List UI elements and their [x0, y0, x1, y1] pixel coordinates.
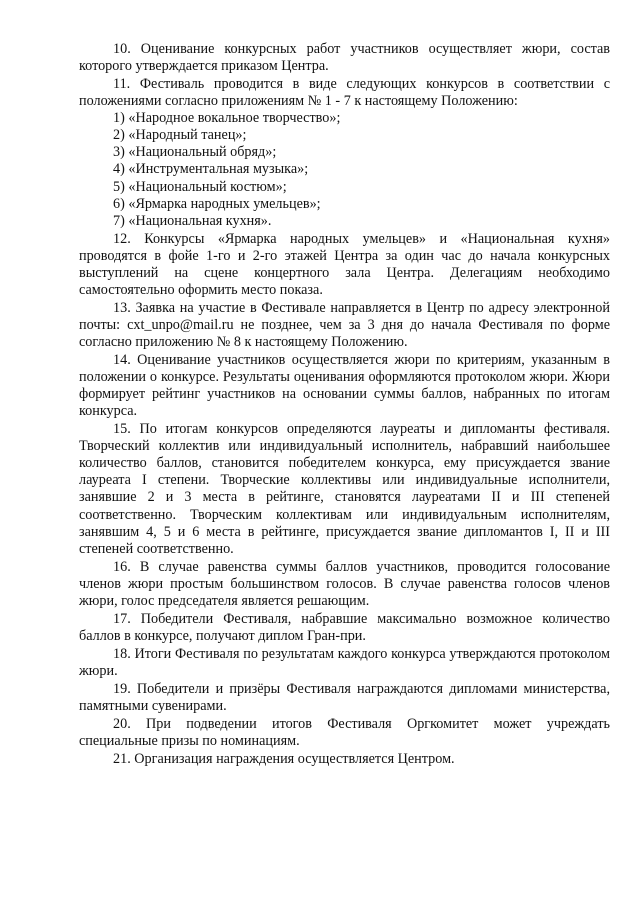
list-item-4: 4) «Инструментальная музыка»;	[113, 161, 309, 178]
list-item-7: 7) «Национальная кухня».	[113, 212, 272, 229]
document-page	[79, 41, 610, 768]
paragraph-21: 21. Организация награждения осуществляется Центром.	[113, 750, 455, 767]
paragraph-20: 20. При подведении итогов Фестиваля Оргкомитет может учреждать специальные призы по номинациям.	[79, 715, 610, 749]
paragraph-15: 15. По итогам конкурсов определяются лауреаты и дипломанты фестиваля. Творческий коллектив или индивидуальный исполнитель, набравший наибольшее количество баллов, становится победителем конкурса, ему присуждается звание лауреата I степени. Творческие коллективы или индивидуальные исполнители, занявшие 2 и 3 места в рейтинге, становятся лауреатами II и III степеней соответственно. Творческим коллективам или индивидуальным исполнителям, занявшим 4, 5 и 6 места в рейтинге, присуждается звание дипломантов I, II и III степеней соответственно.	[79, 421, 610, 557]
paragraph-17: 17. Победители Фестиваля, набравшие максимально возможное количество баллов в конкурсе, получают диплом Гран-при.	[79, 610, 610, 644]
paragraph-13: 13. Заявка на участие в Фестивале направляется в Центр по адресу электронной почты: cxt_unpo@mail.ru не позднее, чем за 3 дня до начала Фестиваля по форме согласно приложению № 8 к настоящему Положению.	[79, 299, 610, 350]
paragraph-12: 12. Конкурсы «Ярмарка народных умельцев» и «Национальная кухня» проводятся в фойе 1-го и 2-го этажей Центра за один час до начала конкурсных выступлений на сцене концертного зала Центра. Делегациям необходимо самостоятельно оформить место показа.	[79, 230, 610, 298]
list-item-2: 2) «Народный танец»;	[113, 127, 247, 144]
paragraph-11: 11. Фестиваль проводится в виде следующих конкурсов в соответствии с положениями согласно приложениям № 1 - 7 к настоящему Положению:	[79, 75, 610, 110]
list-item-1: 1) «Народное вокальное творчество»;	[113, 110, 341, 127]
list-item-6: 6) «Ярмарка народных умельцев»;	[113, 195, 321, 212]
paragraph-18: 18. Итоги Фестиваля по результатам каждого конкурса утверждаются протоколом жюри.	[79, 645, 610, 679]
paragraph-10: 10. Оценивание конкурсных работ участников осуществляет жюри, состав которого утверждается приказом Центра.	[79, 41, 610, 75]
list-item-3: 3) «Национальный обряд»;	[113, 144, 277, 161]
paragraph-16: 16. В случае равенства суммы баллов участников, проводится голосование членов жюри простым большинством голосов. В случае равенства голосов членов жюри, голос председателя является решающим.	[79, 558, 610, 609]
paragraph-19: 19. Победители и призёры Фестиваля награждаются дипломами министерства, памятными сувенирами.	[79, 680, 610, 714]
paragraph-14: 14. Оценивание участников осуществляется жюри по критериям, указанным в положении о конкурсе. Результаты оценивания оформляются протоколом жюри. Жюри формирует рейтинг участников на основании суммы баллов, набранных по итогам конкурса.	[79, 351, 610, 420]
list-item-5: 5) «Национальный костюм»;	[113, 178, 287, 195]
